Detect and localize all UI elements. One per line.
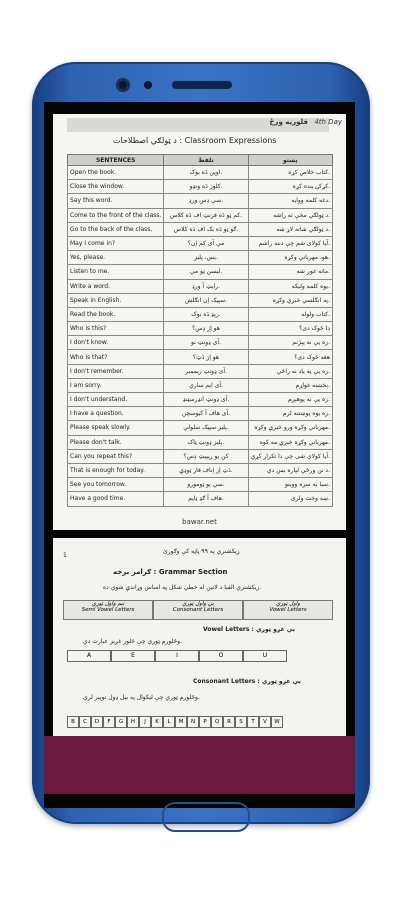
consonant-box: K: [151, 716, 163, 728]
sentence-cell: Close the window.: [68, 180, 164, 194]
pashto-cell: د نن ورځې لپاره بس دي.: [248, 463, 332, 477]
consonant-box: C: [79, 716, 91, 728]
sentence-cell: Yes, please.: [68, 251, 164, 265]
pashto-cell: ښه وخت ولری.: [248, 492, 332, 506]
sentence-cell: I don't remember.: [68, 364, 164, 378]
consonant-box: L: [163, 716, 175, 728]
pashto-cell: کړکۍ بنده کړه.: [248, 180, 332, 194]
consonant-box: J: [139, 716, 151, 728]
sentence-cell: I have a question.: [68, 407, 164, 421]
pronunciation-cell: رایټ آ ورډ.: [164, 279, 248, 293]
table-row: [68, 279, 333, 293]
pashto-cell: آیا کولای شم چې دننه راشم.: [248, 236, 332, 250]
sentence-cell: Speak in English.: [68, 293, 164, 307]
table-row: [68, 393, 333, 407]
consonant-boxes: [67, 716, 283, 728]
sentence-cell: I am sorry.: [68, 378, 164, 392]
table-row: [68, 350, 333, 364]
pashto-cell: زه یې نه پوهېږم.: [248, 393, 332, 407]
pronunciation-cell: آی هاف آ کیوسچن.: [164, 407, 248, 421]
pashto-cell: کتاب خلاص کړه.: [248, 166, 332, 180]
col-header-pashto: پښتو: [248, 155, 332, 166]
col-header-pronunciation: تلفظ: [164, 155, 248, 166]
pashto-cell: مهرباني وکړه ورو خبرې وکړه.: [248, 421, 332, 435]
table-row: [68, 236, 333, 250]
sentence-cell: May I come in?: [68, 236, 164, 250]
pashto-cell: زه یې په یاد نه راځي.: [248, 364, 332, 378]
pashto-cell: سبا به سره ووینو.: [248, 478, 332, 492]
consonant-box: R: [223, 716, 235, 728]
document-page-2[interactable]: [53, 538, 346, 738]
pashto-cell: هو، مهرباني وکړه.: [248, 251, 332, 265]
pashto-cell: زه یې نه پېژنم.: [248, 336, 332, 350]
table-row: [68, 166, 333, 180]
page-footer: bawar.net: [182, 518, 217, 526]
table-row: [68, 293, 333, 307]
col-header-sentences: SENTENCES: [68, 155, 164, 166]
vowel-box: A: [67, 650, 111, 662]
pashto-cell: د ټولګي شاته لاړ شه.: [248, 222, 332, 236]
pashto-cell: آیا کولای شی چې دا تکرار کړي.: [248, 449, 332, 463]
sentence-cell: Have a good time.: [68, 492, 164, 506]
pashto-cell: زه یوه پوښتنه لرم.: [248, 407, 332, 421]
consonant-box: Q: [211, 716, 223, 728]
pronunciation-cell: لیسن ټو مي.: [164, 265, 248, 279]
pronunciation-cell: اوپن دَه بوک.: [164, 166, 248, 180]
sentence-cell: Open the book.: [68, 166, 164, 180]
table-row: [68, 407, 333, 421]
section-intro: زیکشنري الفبا د لاتین له خطي شکل په اساس وړاندې شوي ده.: [103, 584, 262, 591]
vowel-box: I: [155, 650, 199, 662]
consonant-box: B: [67, 716, 79, 728]
pronunciation-cell: ریډ دَه بوک.: [164, 307, 248, 321]
table-row: [68, 307, 333, 321]
pronunciation-cell: ګو ټو دَه بک اف دَه کلاس.: [164, 222, 248, 236]
pronunciation-cell: آی ډونټ انډرسټنډ.: [164, 393, 248, 407]
consonant-box: G: [115, 716, 127, 728]
pronunciation-cell: سپیک اِن انګلش.: [164, 293, 248, 307]
pronunciation-cell: آی ډونټ نو.: [164, 336, 248, 350]
consonant-box: T: [247, 716, 259, 728]
document-page-1[interactable]: [53, 114, 346, 530]
pronunciation-cell: دَټ اِز اِناف فار ټوډې.: [164, 463, 248, 477]
sentence-cell: I don't know.: [68, 336, 164, 350]
table-row: [68, 492, 333, 506]
sentence-cell: See you tomorrow.: [68, 478, 164, 492]
page-number: 1: [63, 552, 67, 559]
table-row: [68, 421, 333, 435]
table-row: [68, 180, 333, 194]
vocabulary-table: [67, 154, 333, 507]
sentence-cell: That is enough for today.: [68, 463, 164, 477]
table-row: [68, 222, 333, 236]
table-row: [68, 449, 333, 463]
vowel-box: E: [111, 650, 155, 662]
sentence-cell: Say this word.: [68, 194, 164, 208]
consonant-box: D: [91, 716, 103, 728]
sentence-cell: Write a word.: [68, 279, 164, 293]
table-row: [68, 463, 333, 477]
consonant-box: F: [103, 716, 115, 728]
vowel-heading: Vowel Letters : بې غږو ټوري: [203, 626, 296, 633]
camera-icon: [116, 78, 130, 92]
pronunciation-cell: سي یو ټومورو.: [164, 478, 248, 492]
home-button[interactable]: [162, 802, 250, 832]
sensor-icon: [144, 81, 152, 89]
table-row: [68, 208, 333, 222]
pronunciation-cell: کم ټو دَه فرنټ اف دَه کلاس.: [164, 208, 248, 222]
consonant-text: وڅلورم ټوري چې لیکوال په بیل ډول توپیر لري.: [83, 694, 200, 701]
sentence-cell: Come to the front of the class.: [68, 208, 164, 222]
pashto-cell: مهرباني وکړه خبرې مه کوه.: [248, 435, 332, 449]
letter-type-columns: [63, 600, 333, 620]
page-subtitle: د ټولګي اصطلاحات : Classroom Expressions: [113, 136, 277, 145]
pashto-cell: هغه څوک دی؟: [248, 350, 332, 364]
vowel-box: U: [243, 650, 287, 662]
pashto-cell: د ټولګي مخې ته راشه.: [248, 208, 332, 222]
table-row: [68, 194, 333, 208]
sentence-cell: Who is that?: [68, 350, 164, 364]
table-row: [68, 364, 333, 378]
pashto-cell: ماته غوږ شه.: [248, 265, 332, 279]
speaker-grille: [172, 81, 232, 89]
pronunciation-cell: هو اِز دَټ؟: [164, 350, 248, 364]
pashto-cell: کتاب ولوله.: [248, 307, 332, 321]
pronunciation-cell: پلیز ډونټ ټاک.: [164, 435, 248, 449]
sentence-cell: Please speak slowly.: [68, 421, 164, 435]
phone-screen[interactable]: [44, 102, 355, 808]
vowel-boxes: [67, 650, 287, 662]
table-row: [68, 265, 333, 279]
pronunciation-cell: کلوز دَه ونډو.: [164, 180, 248, 194]
sentence-cell: Please don't talk.: [68, 435, 164, 449]
sentence-cell: Listen to me.: [68, 265, 164, 279]
table-row: [68, 378, 333, 392]
pronunciation-cell: یس، پلیز.: [164, 251, 248, 265]
consonant-heading: Consonant Letters : بې غږو ټوري: [193, 678, 301, 685]
pronunciation-cell: مې آی کم اِن؟: [164, 236, 248, 250]
table-row: [68, 336, 333, 350]
pronunciation-cell: کن یو ریپیټ دِس؟: [164, 449, 248, 463]
page-header-day: 4th Day: [314, 118, 342, 126]
consonant-box: W: [271, 716, 283, 728]
consonant-box: V: [259, 716, 271, 728]
consonant-box: P: [199, 716, 211, 728]
pronunciation-cell: آی ایم ساري.: [164, 378, 248, 392]
consonant-box: M: [175, 716, 187, 728]
column-semi-vowel: نیم واول ټوري Semi Vowel Letters: [63, 600, 153, 620]
pronunciation-cell: آی ډونټ ریممبر.: [164, 364, 248, 378]
column-vowel: واول ټوري Vowel Letters: [243, 600, 333, 620]
phone-frame: [32, 62, 370, 824]
bottom-bar: [44, 736, 355, 794]
sentence-cell: I don't understand.: [68, 393, 164, 407]
sentence-cell: Can you repeat this?: [68, 449, 164, 463]
sentence-cell: Who is this?: [68, 322, 164, 336]
consonant-box: H: [127, 716, 139, 728]
pronunciation-cell: پلیز سپیک سلولي.: [164, 421, 248, 435]
table-row: [68, 251, 333, 265]
vowel-text: وڅلورم ټوري چې څلور غږیز عبارت دي.: [83, 638, 182, 645]
pashto-cell: دا څوک دی؟: [248, 322, 332, 336]
sentence-cell: Go to the back of the class.: [68, 222, 164, 236]
pronunciation-cell: هو اِز دِس؟: [164, 322, 248, 336]
sentence-cell: Read the book.: [68, 307, 164, 321]
pashto-cell: دغه کلمه ووایه.: [248, 194, 332, 208]
consonant-box: N: [187, 716, 199, 728]
pronunciation-cell: سې دِس ورډ.: [164, 194, 248, 208]
pashto-cell: بخښنه غواړم.: [248, 378, 332, 392]
table-row: [68, 322, 333, 336]
vowel-box: O: [199, 650, 243, 662]
table-row: [68, 435, 333, 449]
column-consonant: بې واول ټوري Consonant Letters: [153, 600, 243, 620]
pashto-cell: یوه کلمه ولیکه.: [248, 279, 332, 293]
pronunciation-cell: هاف آ ګډ ټایم.: [164, 492, 248, 506]
table-row: [68, 478, 333, 492]
consonant-box: S: [235, 716, 247, 728]
pashto-cell: په انګلسي خبري وکړه.: [248, 293, 332, 307]
top-note: زیکشنري په ۹۹ پاڼه کې وګورئ: [163, 548, 240, 555]
section-title: ګرامر برخه : Grammar Section: [113, 568, 228, 576]
page-header-title: قلوریه ورځ: [269, 118, 308, 126]
